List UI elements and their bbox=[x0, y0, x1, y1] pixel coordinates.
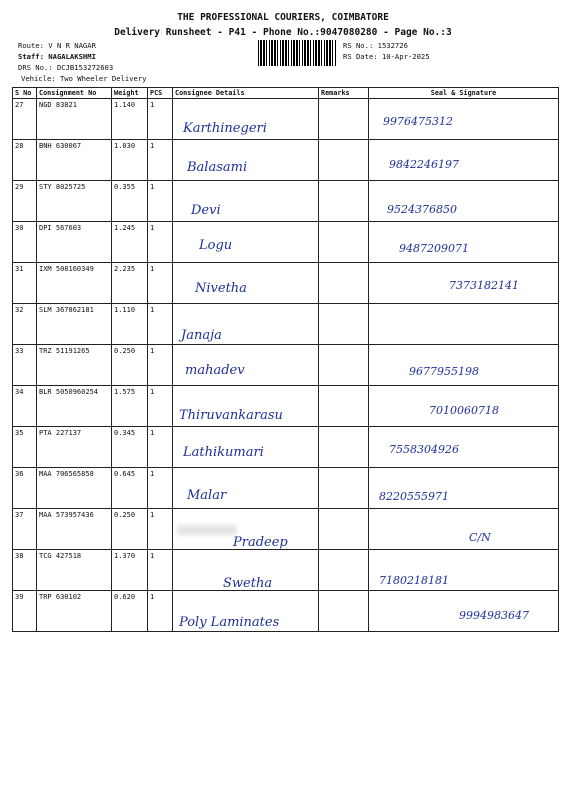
row-pcs: 1 bbox=[148, 386, 173, 427]
row-consignee-details bbox=[173, 427, 319, 468]
row-sno: 32 bbox=[13, 304, 37, 345]
runsheet-table bbox=[12, 87, 559, 632]
row-sno: 35 bbox=[13, 427, 37, 468]
row-remarks bbox=[319, 140, 369, 181]
row-sno: 30 bbox=[13, 222, 37, 263]
consignee-handwritten-name: Pradeep bbox=[233, 535, 288, 550]
row-sno: 33 bbox=[13, 345, 37, 386]
table-row bbox=[13, 509, 559, 550]
runsheet-title-text: Delivery Runsheet - P41 - Phone No.:9047080280 - Page No.:3 bbox=[114, 27, 452, 38]
row-consignment-no: SLM 367862181 bbox=[37, 304, 112, 345]
row-weight: 1.245 bbox=[112, 222, 148, 263]
consignee-handwritten-name: Janaja bbox=[181, 328, 222, 343]
signature-handwritten-phone: 8220555971 bbox=[379, 490, 449, 503]
consignee-handwritten-name: mahadev bbox=[185, 363, 245, 378]
row-seal-signature bbox=[369, 427, 559, 468]
row-remarks bbox=[319, 591, 369, 632]
row-sno: 29 bbox=[13, 181, 37, 222]
row-seal-signature bbox=[369, 140, 559, 181]
row-pcs: 1 bbox=[148, 509, 173, 550]
row-consignment-no: IXM 508160349 bbox=[37, 263, 112, 304]
row-pcs: 1 bbox=[148, 304, 173, 345]
consignee-handwritten-name: Nivetha bbox=[195, 281, 247, 296]
signature-handwritten-phone: 7180218181 bbox=[379, 574, 449, 587]
row-seal-signature bbox=[369, 550, 559, 591]
row-sno: 27 bbox=[13, 99, 37, 140]
row-weight: 0.345 bbox=[112, 427, 148, 468]
signature-handwritten-phone: 7373182141 bbox=[449, 279, 519, 292]
rs-date: RS Date: 10-Apr-2025 bbox=[343, 52, 430, 61]
table-header-row bbox=[13, 88, 559, 99]
row-sno: 39 bbox=[13, 591, 37, 632]
row-consignee-details bbox=[173, 222, 319, 263]
signature-handwritten-phone: 9487209071 bbox=[399, 242, 469, 255]
row-consignee-details bbox=[173, 386, 319, 427]
table-row bbox=[13, 304, 559, 345]
signature-handwritten-phone: 9677955198 bbox=[409, 365, 479, 378]
signature-handwritten-phone: C/N bbox=[469, 531, 491, 544]
row-sno: 28 bbox=[13, 140, 37, 181]
consignee-handwritten-name: Poly Laminates bbox=[179, 615, 280, 630]
company-title: THE PROFESSIONAL COURIERS, COIMBATORE bbox=[177, 12, 389, 23]
row-consignment-no: DPI 567603 bbox=[37, 222, 112, 263]
row-seal-signature bbox=[369, 468, 559, 509]
row-remarks bbox=[319, 345, 369, 386]
row-remarks bbox=[319, 550, 369, 591]
row-consignment-no: BNH 630067 bbox=[37, 140, 112, 181]
row-pcs: 1 bbox=[148, 222, 173, 263]
col-header-pcs: PCS bbox=[148, 88, 173, 99]
row-pcs: 1 bbox=[148, 140, 173, 181]
row-consignee-details bbox=[173, 140, 319, 181]
row-pcs: 1 bbox=[148, 345, 173, 386]
row-weight: 0.250 bbox=[112, 509, 148, 550]
row-remarks bbox=[319, 222, 369, 263]
table-row bbox=[13, 222, 559, 263]
table-row bbox=[13, 468, 559, 509]
row-sno: 34 bbox=[13, 386, 37, 427]
row-consignee-details bbox=[173, 509, 319, 550]
table-row bbox=[13, 591, 559, 632]
row-remarks bbox=[319, 427, 369, 468]
row-sno: 31 bbox=[13, 263, 37, 304]
row-consignee-details bbox=[173, 468, 319, 509]
consignee-handwritten-name: Devi bbox=[191, 203, 221, 218]
table-row bbox=[13, 550, 559, 591]
vehicle: Vehicle: Two Wheeler Delivery bbox=[21, 74, 147, 83]
route: Route: V N R NAGAR bbox=[18, 41, 96, 50]
row-weight: 0.250 bbox=[112, 345, 148, 386]
redacted-smudge bbox=[177, 525, 237, 535]
row-remarks bbox=[319, 263, 369, 304]
row-sno: 38 bbox=[13, 550, 37, 591]
row-seal-signature bbox=[369, 99, 559, 140]
consignee-handwritten-name: Karthinegeri bbox=[183, 121, 267, 136]
row-pcs: 1 bbox=[148, 181, 173, 222]
col-header-weight: Weight bbox=[112, 88, 148, 99]
row-seal-signature bbox=[369, 509, 559, 550]
row-weight: 1.030 bbox=[112, 140, 148, 181]
staff-name: NAGALAKSHMI bbox=[48, 52, 96, 61]
row-weight: 0.355 bbox=[112, 181, 148, 222]
row-weight: 0.620 bbox=[112, 591, 148, 632]
row-pcs: 1 bbox=[148, 468, 173, 509]
row-seal-signature bbox=[369, 263, 559, 304]
row-pcs: 1 bbox=[148, 427, 173, 468]
consignee-handwritten-name: Lathikumari bbox=[183, 445, 264, 460]
row-consignment-no: MAA 706565858 bbox=[37, 468, 112, 509]
row-weight: 2.235 bbox=[112, 263, 148, 304]
row-sno: 36 bbox=[13, 468, 37, 509]
staff bbox=[18, 52, 96, 61]
col-header-consignee: Consignee Details bbox=[173, 88, 319, 99]
row-seal-signature bbox=[369, 386, 559, 427]
row-consignment-no: STY 8025725 bbox=[37, 181, 112, 222]
row-remarks bbox=[319, 181, 369, 222]
row-pcs: 1 bbox=[148, 99, 173, 140]
table-row bbox=[13, 345, 559, 386]
consignee-handwritten-name: Logu bbox=[199, 238, 233, 253]
row-remarks bbox=[319, 509, 369, 550]
table-row bbox=[13, 263, 559, 304]
row-consignee-details bbox=[173, 263, 319, 304]
col-header-sno: S No bbox=[13, 88, 37, 99]
row-weight: 1.370 bbox=[112, 550, 148, 591]
staff-label: Staff: bbox=[18, 52, 44, 61]
row-consignment-no: NGD 83821 bbox=[37, 99, 112, 140]
signature-handwritten-phone: 9842246197 bbox=[389, 158, 459, 171]
rs-number: RS No.: 1532726 bbox=[343, 41, 408, 50]
row-seal-signature bbox=[369, 181, 559, 222]
row-consignment-no: PTA 227137 bbox=[37, 427, 112, 468]
signature-handwritten-phone: 9994983647 bbox=[459, 609, 529, 622]
row-weight: 0.645 bbox=[112, 468, 148, 509]
row-seal-signature bbox=[369, 591, 559, 632]
row-remarks bbox=[319, 304, 369, 345]
col-header-signature: Seal & Signature bbox=[369, 88, 559, 99]
signature-handwritten-phone: 9524376850 bbox=[387, 203, 457, 216]
row-seal-signature bbox=[369, 222, 559, 263]
row-weight: 1.140 bbox=[112, 99, 148, 140]
row-consignment-no: TRP 630102 bbox=[37, 591, 112, 632]
table-row bbox=[13, 386, 559, 427]
signature-handwritten-phone: 7010060718 bbox=[429, 404, 499, 417]
consignee-handwritten-name: Swetha bbox=[223, 576, 273, 591]
table-row bbox=[13, 99, 559, 140]
barcode-icon bbox=[258, 40, 336, 66]
row-seal-signature bbox=[369, 304, 559, 345]
row-consignee-details bbox=[173, 304, 319, 345]
row-consignee-details bbox=[173, 99, 319, 140]
row-consignment-no: TRZ 51191265 bbox=[37, 345, 112, 386]
row-consignee-details bbox=[173, 181, 319, 222]
row-consignment-no: MAA 573957436 bbox=[37, 509, 112, 550]
table-row bbox=[13, 427, 559, 468]
row-pcs: 1 bbox=[148, 591, 173, 632]
row-weight: 1.575 bbox=[112, 386, 148, 427]
drs-number: DRS No.: DCJB153272603 bbox=[18, 63, 114, 72]
consignee-handwritten-name: Malar bbox=[187, 488, 227, 503]
signature-handwritten-phone: 9976475312 bbox=[383, 115, 453, 128]
row-consignee-details bbox=[173, 345, 319, 386]
consignee-handwritten-name: Balasami bbox=[187, 160, 248, 175]
row-remarks bbox=[319, 468, 369, 509]
row-weight: 1.110 bbox=[112, 304, 148, 345]
runsheet-title bbox=[0, 27, 566, 38]
col-header-remarks: Remarks bbox=[319, 88, 369, 99]
row-remarks bbox=[319, 386, 369, 427]
row-seal-signature bbox=[369, 345, 559, 386]
signature-handwritten-phone: 7558304926 bbox=[389, 443, 459, 456]
row-pcs: 1 bbox=[148, 550, 173, 591]
row-remarks bbox=[319, 99, 369, 140]
col-header-consignment: Consignment No bbox=[37, 88, 112, 99]
row-sno: 37 bbox=[13, 509, 37, 550]
table-row bbox=[13, 181, 559, 222]
row-consignment-no: BLR 5050960254 bbox=[37, 386, 112, 427]
row-consignment-no: TCG 427518 bbox=[37, 550, 112, 591]
table-row bbox=[13, 140, 559, 181]
row-consignee-details bbox=[173, 591, 319, 632]
row-consignee-details bbox=[173, 550, 319, 591]
consignee-handwritten-name: Thiruvankarasu bbox=[179, 408, 283, 423]
row-pcs: 1 bbox=[148, 263, 173, 304]
